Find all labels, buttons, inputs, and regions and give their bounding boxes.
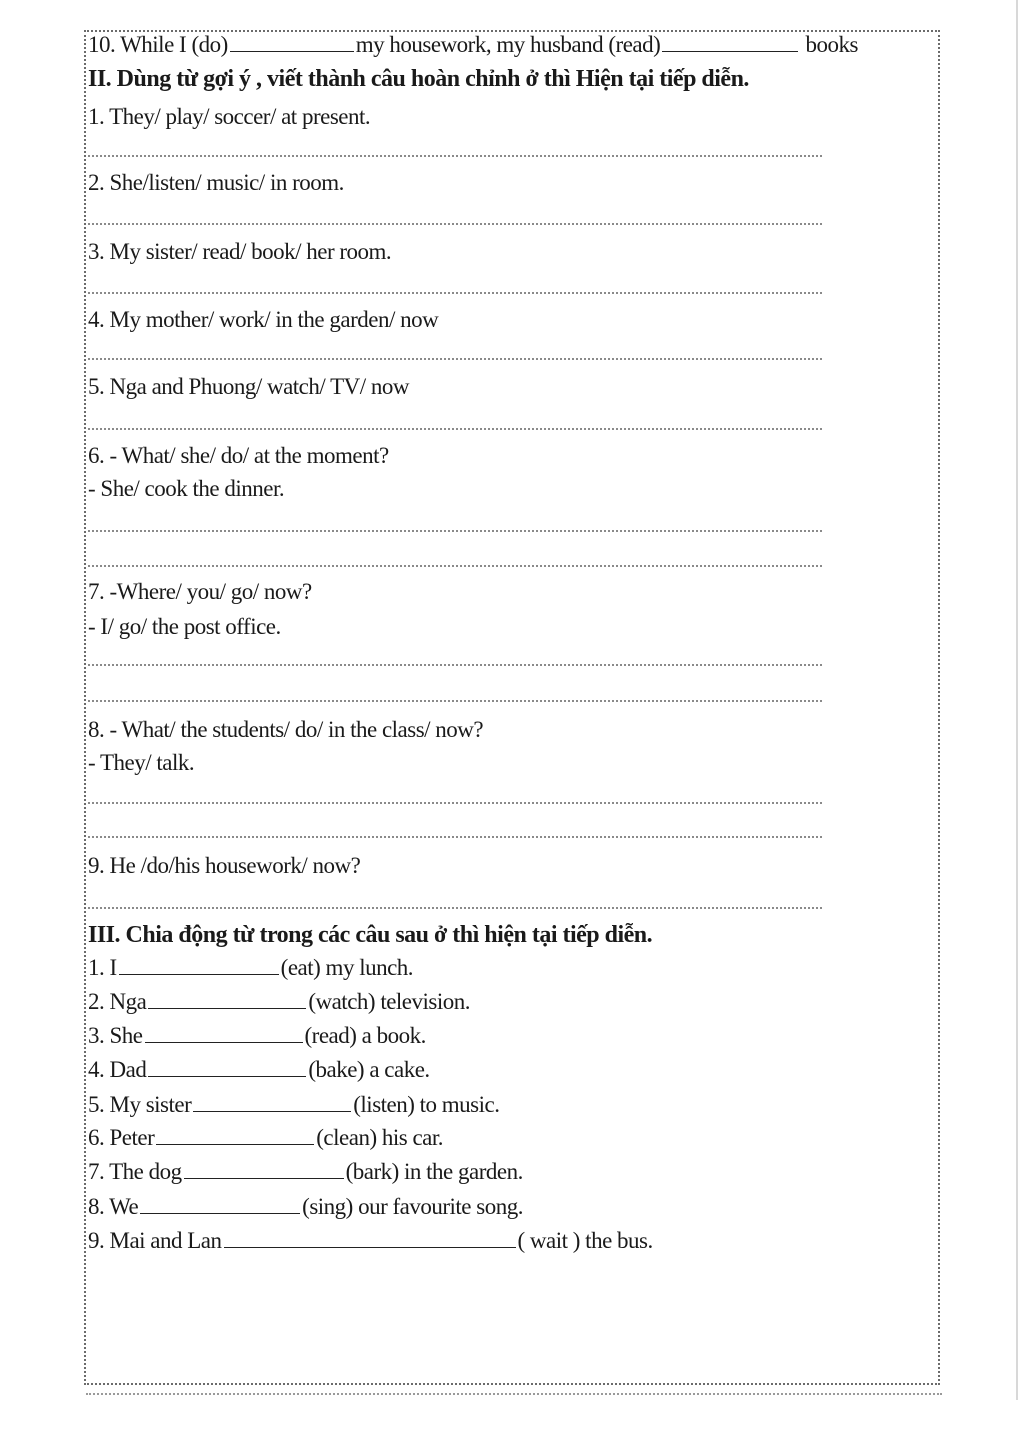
section-3-item [88,1090,499,1120]
answer-line[interactable] [88,907,822,909]
answer-line[interactable] [88,530,822,532]
section-2-item: 1. They/ play/ soccer/ at present. [88,104,371,129]
section-2-item: - I/ go/ the post office. [88,614,281,639]
item-prefix: 1. I [88,955,117,980]
section-2-item: - They/ talk. [88,750,195,775]
section-3-item [88,1123,443,1153]
answer-blank[interactable] [224,1227,516,1248]
answer-blank[interactable] [662,31,798,52]
section-2-item: 5. Nga and Phuong/ watch/ TV/ now [88,374,410,399]
answer-line[interactable] [88,428,822,430]
answer-blank[interactable] [148,988,306,1009]
section-2-item: 8. - What/ the students/ do/ in the class/ now? [88,717,484,742]
item-prefix: 7. The dog [88,1159,182,1184]
item-prefix: 9. Mai and Lan [88,1228,222,1253]
section-2-heading: II. Dùng từ gợi ý , viết thành câu hoàn chỉnh ở thì Hiện tại tiếp diễn. [88,66,749,92]
exercise-10-part1: 10. While I (do) [88,32,228,57]
item-prefix: 2. Nga [88,989,147,1014]
section-2-item: - She/ cook the dinner. [88,476,285,501]
section-2-item: 7. -Where/ you/ go/ now? [88,579,312,604]
answer-line[interactable] [88,664,822,666]
section-3-heading: III. Chia động từ trong các câu sau ở thì hiện tại tiếp diễn. [88,922,653,948]
item-suffix: ( wait ) the bus. [517,1228,653,1253]
section-3-item [88,1226,653,1256]
answer-blank[interactable] [184,1158,344,1179]
exercise-10-part3: books [805,32,858,57]
answer-line[interactable] [88,155,822,157]
section-2-item: 4. My mother/ work/ in the garden/ now [88,307,439,332]
answer-blank[interactable] [156,1124,314,1145]
answer-line[interactable] [88,223,822,225]
item-prefix: 4. Dad [88,1057,147,1082]
item-prefix: 5. My sister [88,1092,192,1117]
answer-blank[interactable] [145,1022,303,1043]
answer-line[interactable] [88,565,822,567]
answer-line[interactable] [88,292,822,294]
item-suffix: (clean) his car. [316,1125,443,1150]
exercise-10-part2: my housework, my husband (read) [355,32,661,57]
page-edge [1016,0,1018,1400]
answer-blank[interactable] [148,1056,306,1077]
item-suffix: (sing) our favourite song. [302,1194,523,1219]
item-prefix: 3. She [88,1023,143,1048]
section-3-item [88,1021,426,1051]
item-suffix: (eat) my lunch. [280,955,414,980]
item-prefix: 8. We [88,1194,139,1219]
bottom-divider [86,1393,942,1395]
answer-line[interactable] [88,836,822,838]
answer-line[interactable] [88,700,822,702]
answer-line[interactable] [88,802,822,804]
section-2-item: 9. He /do/his housework/ now? [88,853,361,878]
item-prefix: 6. Peter [88,1125,155,1150]
item-suffix: (bark) in the garden. [345,1159,523,1184]
section-3-item [88,987,470,1017]
section-2-item: 6. - What/ she/ do/ at the moment? [88,443,389,468]
answer-blank[interactable] [140,1193,300,1214]
item-suffix: (read) a book. [304,1023,426,1048]
item-suffix: (watch) television. [308,989,470,1014]
item-suffix: (bake) a cake. [308,1057,430,1082]
answer-line[interactable] [88,358,822,360]
answer-blank[interactable] [119,954,279,975]
section-3-item [88,1055,430,1085]
answer-blank[interactable] [193,1091,351,1112]
exercise-10-line [88,30,858,60]
section-2-item: 2. She/listen/ music/ in room. [88,170,344,195]
section-3-item [88,953,413,983]
section-3-item [88,1157,523,1187]
item-suffix: (listen) to music. [353,1092,500,1117]
section-3-item [88,1192,523,1222]
section-2-item: 3. My sister/ read/ book/ her room. [88,239,392,264]
answer-blank[interactable] [230,31,354,52]
